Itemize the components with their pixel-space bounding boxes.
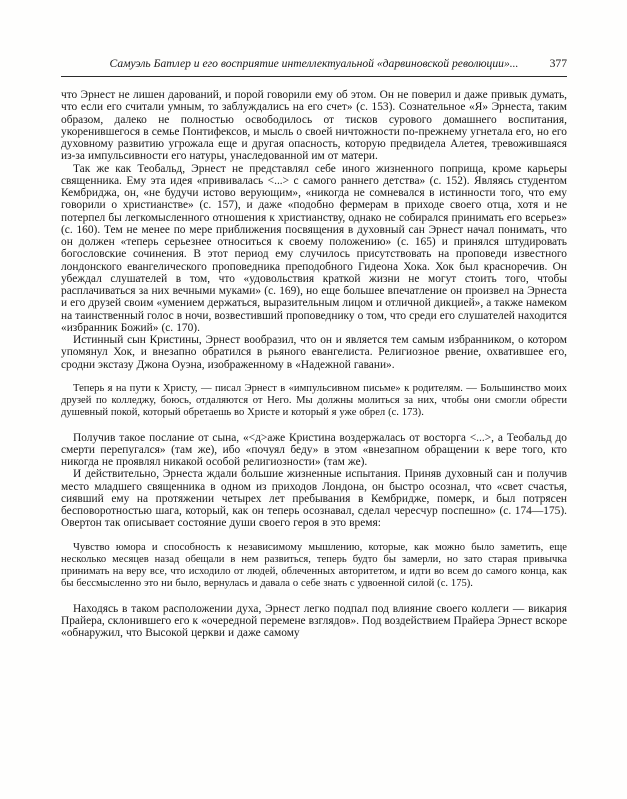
- running-title: Самуэль Батлер и его восприятие интеллектуальной «дарвиновской революции»...: [109, 57, 519, 70]
- block-quote: Чувство юмора и способность к независимому мышлению, которые, как можно было заметить, еще несколько месяцев назад обещали в нем развиться, теперь будто бы замерли, но зато старая привычка принимать на веру все, что исходило от людей, облеченных авторитетом, и идти во всем до самого конца, как бы бессмысленно это ни было, вернулась и давала о себе знать с удвоенной силой (с. 175).: [61, 541, 567, 590]
- block-quote: Теперь я на пути к Христу, — писал Эрнест в «импульсивном письме» к родителям. — Большинство моих друзей по колледжу, боюсь, отдаляются от Него. Мы должны молиться за них, чтобы они смогли обрести душевный покой, который обретаешь во Христе и который я уже обрел (с. 173).: [61, 382, 567, 419]
- paragraph: Получив такое послание от сына, «<д>аже Кристина воздержалась от восторга <...>, а Теобальд до смерти перепугался» (там же), ибо «почуял беду» в этом «внезапном обращении к вере того, кто никогда не проявлял никакой особой религиозности» (там же).: [61, 431, 567, 468]
- paragraph-continuation: что Эрнест не лишен дарований, и порой говорили ему об этом. Он не поверил и даже привык думать, что если его считали умным, то заблуждались на его счет» (с. 153). Сознательное «Я» Эрнеста, таким образом, далеко не полностью освободилось от тисков сурового домашнего воспитания, укоренившегося в семье Понтифексов, и мысль о своей ничтожности по-прежнему угнетала его, но его духовному развитию угрожала еще и другая опасность, которую предвидела Алетея, тревожившаяся из-за импульсивности его натуры, унаследованной им от матери.: [61, 89, 567, 163]
- paragraph: Так же как Теобальд, Эрнест не представлял себе иного жизненного поприща, кроме карьеры священника. Ему эта идея «прививалась <...> с самого раннего детства» (с. 152). Являясь студентом Кембриджа, он, «не будучи истово верующим», «никогда не сомневался в истинности того, что ему говорили о христианстве» (с. 157), и даже «подобно фермерам в приходе своего отца, хотя и не потерпел бы легкомысленного отношения к христианству, однако не собирался принимать его всерьез» (с. 160). Тем не менее по мере приближения посвящения в духовный сан Эрнест начал понимать, что он должен «теперь серьезнее относиться к своему положению» (с. 165) и принялся штудировать богословские сочинения. В этот период ему случилось присутствовать на проповеди известного лондонского евангелического проповедника преподобного Гидеона Хока. Хок был красноречив. Он убеждал слушателей в том, что «удовольствия краткой жизни не могут стоить того, чтобы расплачиваться за них вечными муками» (с. 169), но еще большее впечатление он произвел на Эрнеста и его друзей своим «умением держаться, выразительным лицом и отличной дикцией», а также намеком на таинственный голос в ночи, возвестивший проповеднику о том, что среди его слушателей находится «избранник Божий» (с. 170).: [61, 162, 567, 334]
- paragraph: Истинный сын Кристины, Эрнест вообразил, что он и является тем самым избранником, о котором упомянул Хок, и внезапно обратился в рьяного евангелиста. Религиозное рвение, охватившее его, сродни экстазу Джона Оуэна, изображенному в «Надежной гавани».: [61, 334, 567, 371]
- page-header: [61, 57, 567, 72]
- body-text: [61, 89, 567, 639]
- paragraph: И действительно, Эрнеста ждали большие жизненные испытания. Приняв духовный сан и получив место младшего священника в одном из приходов Лондона, он быстро осознал, что «свет счастья, сиявший ему на протяжении четырех лет пребывания в Кембридже, померк, и был потрясен бесповоротностью шага, который, как он теперь осознавал, сделал чересчур поспешно» (с. 174—175). Овертон так описывает состояние души своего героя в это время:: [61, 468, 567, 530]
- content-column: [61, 57, 567, 639]
- paragraph: Находясь в таком расположении духа, Эрнест легко подпал под влияние своего коллеги — викария Прайера, склонившего его к «очередной перемене взглядов». Под воздействием Прайера Эрнест вскоре «обнаружил, что Высокой церкви и даже самому: [61, 602, 567, 639]
- header-rule: [61, 76, 567, 77]
- page-number: 377: [549, 57, 567, 70]
